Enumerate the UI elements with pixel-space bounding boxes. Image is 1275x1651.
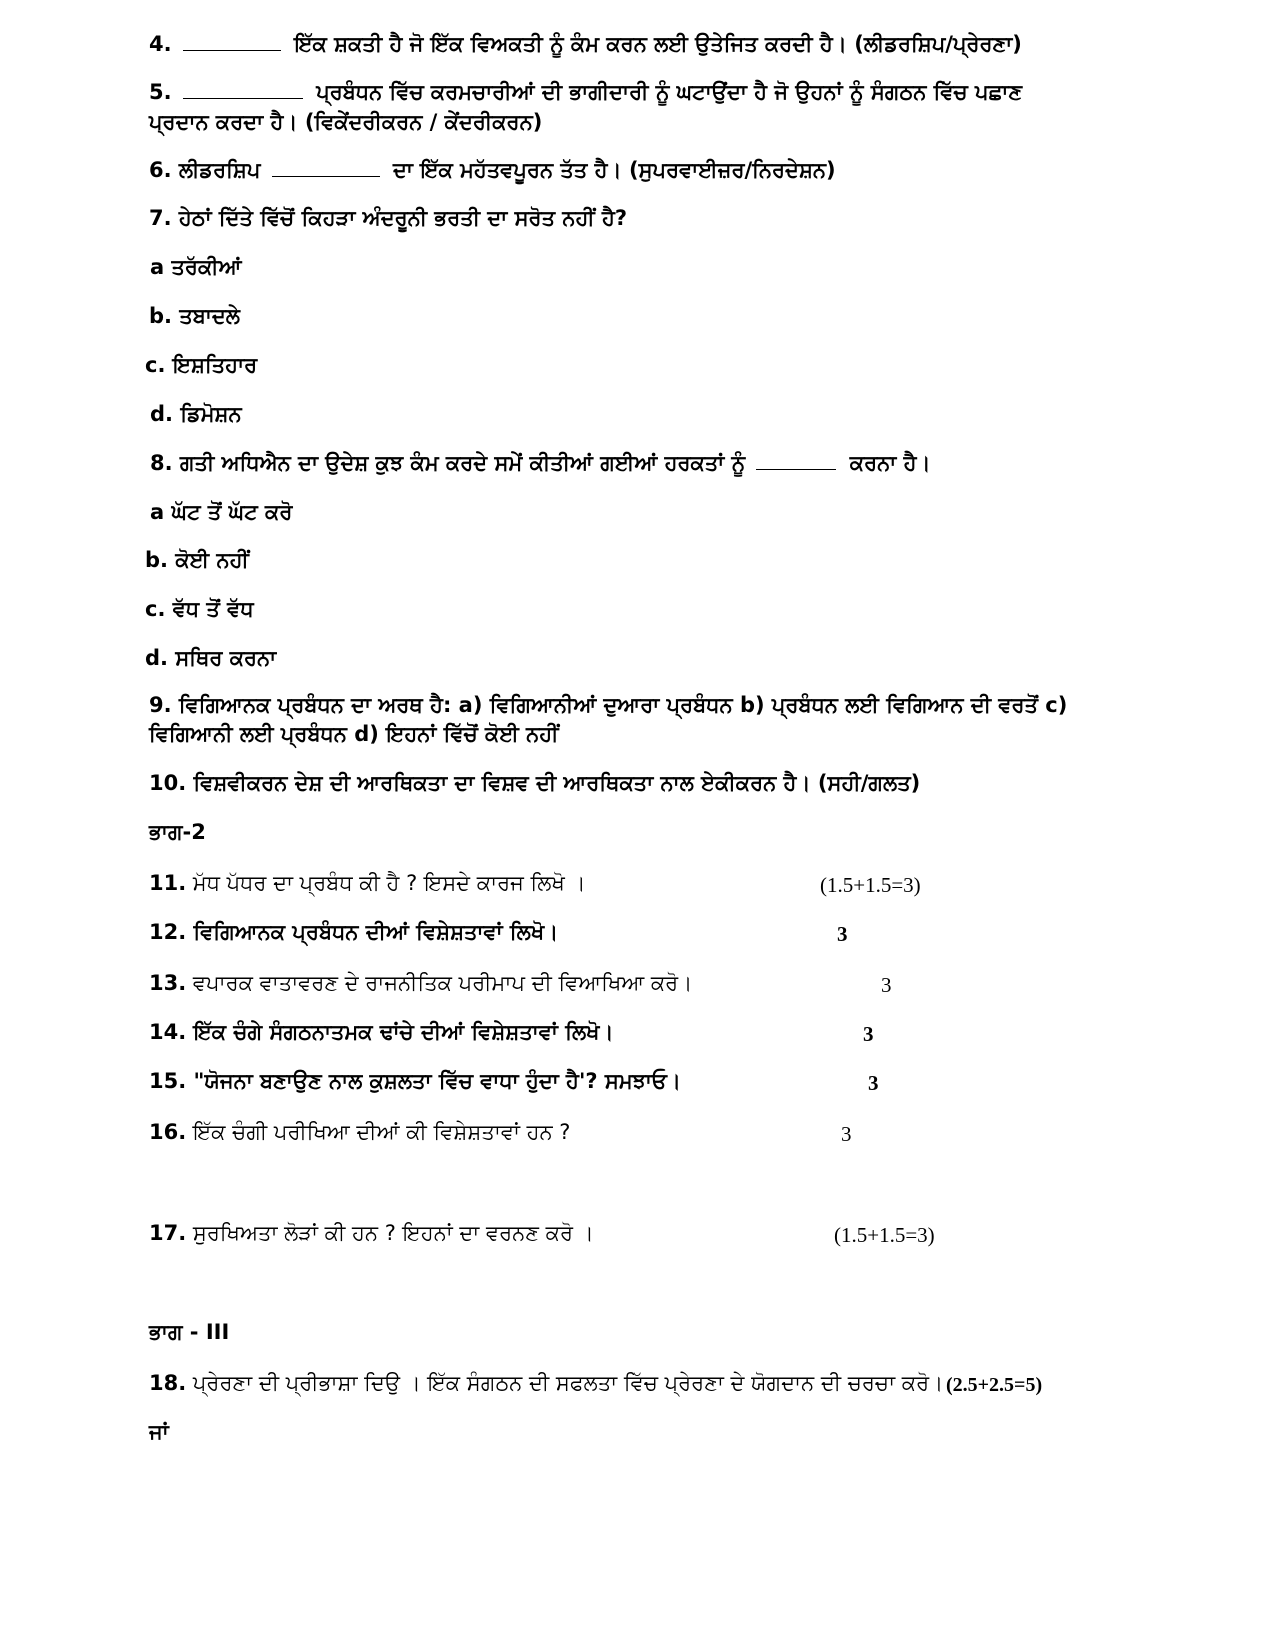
question-text: 6. ਲੀਡਰਸ਼ਿਪ [149,158,261,182]
option-c: c. ਵੱਧ ਤੋਂ ਵੱਧ [145,597,254,621]
question-number: 17. [149,1221,187,1245]
marks: 3 [837,922,848,946]
question-7: 7. ਹੇਠਾਂ ਦਿੱਤੇ ਵਿੱਚੋਂ ਕਿਹੜਾ ਅੰਦਰੂਨੀ ਭਰਤੀ ਦਾ ਸਰੋਤ ਨਹੀਂ ਹੈ? [149,206,628,230]
question-10: 10. ਵਿਸ਼ਵੀਕਰਨ ਦੇਸ਼ ਦੀ ਆਰਥਿਕਤਾ ਦਾ ਵਿਸ਼ਵ ਦੀ ਆਰਥਿਕਤਾ ਨਾਲ ਏਕੀਕਰਨ ਹੈ। (ਸਹੀ/ਗਲਤ) [149,771,921,795]
question-text: ਪ੍ਰਬੰਧਨ ਵਿੱਚ ਕਰਮਚਾਰੀਆਂ ਦੀ ਭਾਗੀਦਾਰੀ ਨੂੰ ਘਟਾਉਂਦਾ ਹੈ ਜੋ ਉਹਨਾਂ ਨੂੰ ਸੰਗਠਨ ਵਿੱਚ ਪਛਾਣ [316,80,1023,104]
or-label: ਜਾਂ [149,1420,169,1444]
question-text: ਕਰਨਾ ਹੈ। [849,451,931,475]
question-number: 11. [149,871,187,895]
option-d: d. ਸਥਿਰ ਕਰਨਾ [145,646,277,670]
marks: 3 [863,1022,874,1046]
question-number: 4. [149,32,172,56]
question-text: ਪ੍ਰੇਰਣਾ ਦੀ ਪ੍ਰੀਭਾਸ਼ਾ ਦਿਉ । ਇੱਕ ਸੰਗਠਨ ਦੀ ਸਫਲਤਾ ਵਿੱਚ ਪ੍ਰੇਰਣਾ ਦੇ ਯੋਗਦਾਨ ਦੀ ਚਰਚਾ ਕਰੋ। [192,1371,944,1395]
question-9: 9. ਵਿਗਿਆਨਕ ਪ੍ਰਬੰਧਨ ਦਾ ਅਰਥ ਹੈ: a) ਵਿਗਿਆਨੀਆਂ ਦੁਆਰਾ ਪ੍ਰਬੰਧਨ b) ਪ੍ਰਬੰਧਨ ਲਈ ਵਿਗਿਆਨ ਦੀ ਵਰਤੋਂ c) [149,693,1068,717]
option-c: c. ਇਸ਼ਤਿਹਾਰ [145,353,258,377]
question-5 [149,78,1022,106]
option-d: d. ਡਿਮੋਸ਼ਨ [150,402,242,426]
answer-blank [272,158,380,177]
question-text: ਦਾ ਇੱਕ ਮਹੱਤਵਪੂਰਨ ਤੱਤ ਹੈ। (ਸੁਪਰਵਾਈਜ਼ਰ/ਨਿਰਦੇਸ਼ਨ) [393,158,836,182]
question-5-continued [149,108,542,136]
question-text: ਇੱਕ ਸ਼ਕਤੀ ਹੈ ਜੋ ਇੱਕ ਵਿਅਕਤੀ ਨੂੰ ਕੰਮ ਕਰਨ ਲਈ ਉਤੇਜਿਤ ਕਰਦੀ ਹੈ। (ਲੀਡਰਸ਼ਿਪ/ਪ੍ਰੇਰਣਾ) [294,32,1022,56]
question-18 [149,1369,943,1397]
answer-blank [183,32,281,51]
question-text: "ਯੋਜਨਾ ਬਣਾਉਣ ਨਾਲ ਕੁਸ਼ਲਤਾ ਵਿੱਚ ਵਾਧਾ ਹੁੰਦਾ ਹੈ'? ਸਮਝਾਓ। [193,1069,682,1093]
question-text: ਵਿਗਿਆਨਕ ਪ੍ਰਬੰਧਨ ਦੀਆਂ ਵਿਸ਼ੇਸ਼ਤਾਵਾਂ ਲਿਖੋ। [193,920,559,944]
question-6 [149,156,836,184]
marks: (1.5+1.5=3) [834,1223,935,1247]
question-number: 16. [149,1120,187,1144]
question-number: 5. [149,80,172,104]
marks: (2.5+2.5=5) [946,1374,1043,1396]
question-number: 13. [149,971,187,995]
question-8 [150,449,931,477]
answer-blank [756,451,836,470]
question-text: ਵਪਾਰਕ ਵਾਤਾਵਰਣ ਦੇ ਰਾਜਨੀਤਿਕ ਪਰੀਮਾਪ ਦੀ ਵਿਆਖਿਆ ਕਰੋ। [192,971,693,995]
question-text: ਪ੍ਰਦਾਨ ਕਰਦਾ ਹੈ। (ਵਿਕੇਂਦਰੀਕਰਨ / ਕੇਂਦਰੀਕਰਨ) [149,110,543,134]
option-b: b. ਤਬਾਦਲੇ [149,304,240,328]
marks: (1.5+1.5=3) [820,873,921,897]
question-text: ਸੁਰਖਿਅਤਾ ਲੋੜਾਂ ਕੀ ਹਨ ? ਇਹਨਾਂ ਦਾ ਵਰਨਣ ਕਰੋ । [192,1221,594,1245]
question-number: 14. [149,1020,187,1044]
question-4 [149,30,1022,58]
question-14 [149,1018,614,1046]
question-text: 8. ਗਤੀ ਅਧਿਐਨ ਦਾ ਉਦੇਸ਼ ਕੁਝ ਕੰਮ ਕਰਦੇ ਸਮੇਂ ਕੀਤੀਆਂ ਗਈਆਂ ਹਰਕਤਾਂ ਨੂੰ [150,451,746,475]
question-number: 12. [149,920,187,944]
question-text: ਇੱਕ ਚੰਗੀ ਪਰੀਖਿਆ ਦੀਆਂ ਕੀ ਵਿਸ਼ੇਸ਼ਤਾਵਾਂ ਹਨ ? [192,1120,571,1144]
section-heading: ਭਾਗ - III [149,1320,230,1344]
marks: 3 [881,973,892,997]
question-15 [149,1067,681,1095]
marks: 3 [868,1071,879,1095]
section-heading: ਭਾਗ-2 [149,820,206,844]
question-9-continued: ਵਿਗਿਆਨੀ ਲਈ ਪ੍ਰਬੰਧਨ d) ਇਹਨਾਂ ਵਿੱਚੋਂ ਕੋਈ ਨਹੀਂ [149,722,559,746]
marks: 3 [841,1122,852,1146]
question-number: 15. [149,1069,187,1093]
option-a: a ਘੱਟ ਤੋਂ ਘੱਟ ਕਰੋ [150,500,293,524]
question-17 [149,1219,594,1247]
question-number: 18. [149,1371,187,1395]
option-a: a ਤਰੱਕੀਆਂ [150,255,242,279]
question-12 [149,918,558,946]
question-text: ਇੱਕ ਚੰਗੇ ਸੰਗਠਨਾਤਮਕ ਢਾਂਚੇ ਦੀਆਂ ਵਿਸ਼ੇਸ਼ਤਾਵਾਂ ਲਿਖੋ। [193,1020,614,1044]
question-13 [149,969,692,997]
question-text: ਮੱਧ ਪੱਧਰ ਦਾ ਪ੍ਰਬੰਧ ਕੀ ਹੈ ? ਇਸਦੇ ਕਾਰਜ ਲਿਖੋ । [192,871,586,895]
question-11 [149,869,586,897]
answer-blank [183,80,303,99]
option-b: b. ਕੋਈ ਨਹੀਂ [145,548,249,572]
question-16 [149,1118,570,1146]
